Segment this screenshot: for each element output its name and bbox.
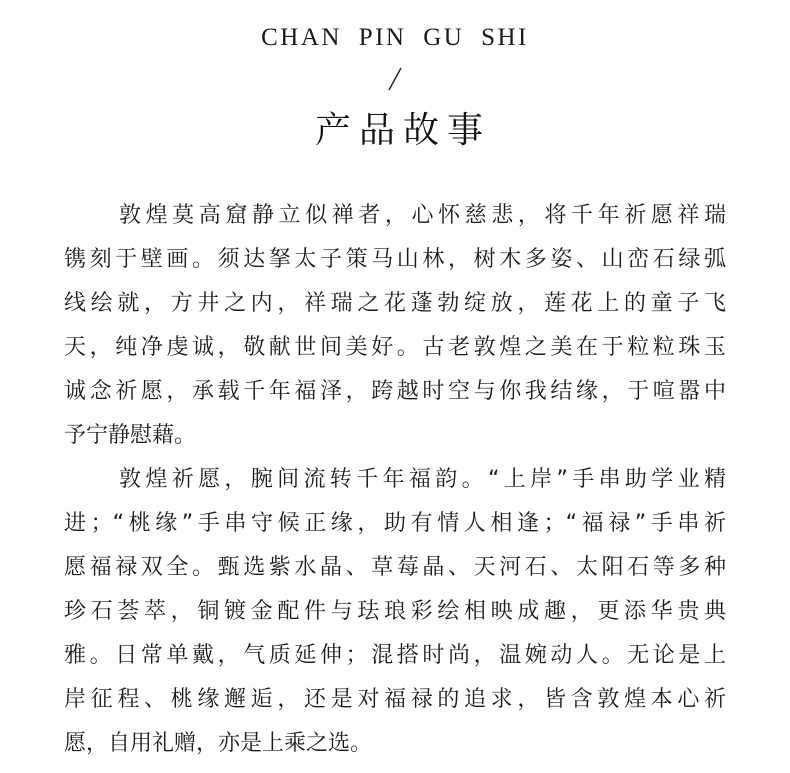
slash-divider: [0, 64, 790, 94]
paragraph-line: 珍石荟萃，铜镀金配件与珐琅彩绘相映成趣，更添华贵典: [64, 599, 726, 624]
story-paragraph-1: [64, 194, 726, 458]
paragraph-line: 进；“桃缘”手串守候正缘，助有情人相逢；“福禄”手串祈: [64, 511, 726, 536]
paragraph-line: 镌刻于壁画。须达拏太子策马山林，树木多姿、山峦石绿弧: [64, 247, 726, 272]
paragraph-line: 予宁静慰藉。: [64, 423, 197, 448]
paragraph-line: 天，纯净虔诚，敬献世间美好。古老敦煌之美在于粒粒珠玉: [64, 335, 726, 360]
paragraph-line: 愿，自用礼赠，亦是上乘之选。: [64, 731, 373, 756]
paragraph-line: 线绘就，方井之内，祥瑞之花蓬勃绽放，莲花上的童子飞: [64, 291, 726, 316]
paragraph-line: 敦煌祈愿，腕间流转千年福韵。“上岸”手串助学业精: [119, 467, 726, 492]
slash-divider-icon: [385, 64, 405, 94]
paragraph-line: 雅。日常单戴，气质延伸；混搭时尚，温婉动人。无论是上: [64, 643, 726, 668]
paragraph-line: 敦煌莫高窟静立似禅者，心怀慈悲，将千年祈愿祥瑞: [119, 203, 726, 228]
paragraph-line: 岸征程、桃缘邂逅，还是对福禄的追求，皆含敦煌本心祈: [64, 687, 726, 712]
story-paragraph-2: [64, 458, 726, 766]
section-subtitle: CHAN PIN GU SHI: [261, 24, 529, 51]
page-title: 产品故事: [314, 110, 491, 151]
story-body: [64, 194, 726, 766]
paragraph-line: 诚念祈愿，承载千年福泽，跨越时空与你我结缘，于喧嚣中: [64, 379, 726, 404]
paragraph-line: 愿福禄双全。甄选紫水晶、草莓晶、天河石、太阳石等多种: [64, 555, 726, 580]
